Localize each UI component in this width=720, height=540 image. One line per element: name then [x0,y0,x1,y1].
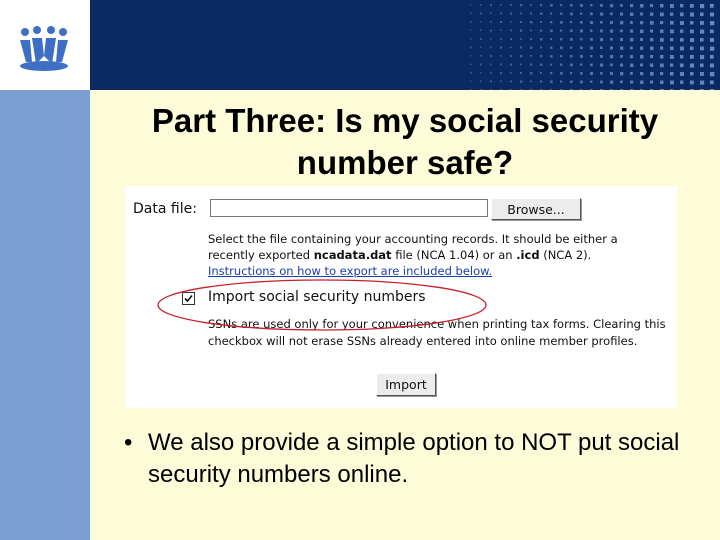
filename-ncadata: ncadata.dat [313,248,392,262]
import-ssn-label: Import social security numbers [208,289,426,305]
header-banner [90,0,720,90]
data-file-label: Data file: [133,201,197,217]
logo [0,0,90,90]
bullet-marker: • [124,429,133,456]
highlight-ellipse [156,278,490,332]
people-logo-icon [18,26,70,72]
filename-icd: .icd [516,248,540,262]
title-line-1: Part Three: Is my social security [151,102,659,139]
export-instructions-link[interactable]: Instructions on how to export are included below. [208,264,493,278]
data-file-input[interactable] [210,199,488,217]
ssn-note: SSNs are used only for your convenience when printing tax forms. Clearing this checkbox will not erase SSNs already entered into online member profiles. [208,317,666,348]
file-description: Select the file containing your accounting records. It should be either a recently exported ncadata.dat file (NCA 1.04) or an .icd (NCA 2). Instructions on how to export are included below. [208,232,618,278]
dot-pattern-decoration [90,0,720,90]
title-line-2: number safe? [296,144,514,181]
slide-title [90,100,720,184]
browse-button[interactable]: Browse... [491,198,581,220]
bullet-text: We also provide a simple option to NOT put social security numbers online. [148,429,680,488]
import-button[interactable]: Import [376,373,436,396]
